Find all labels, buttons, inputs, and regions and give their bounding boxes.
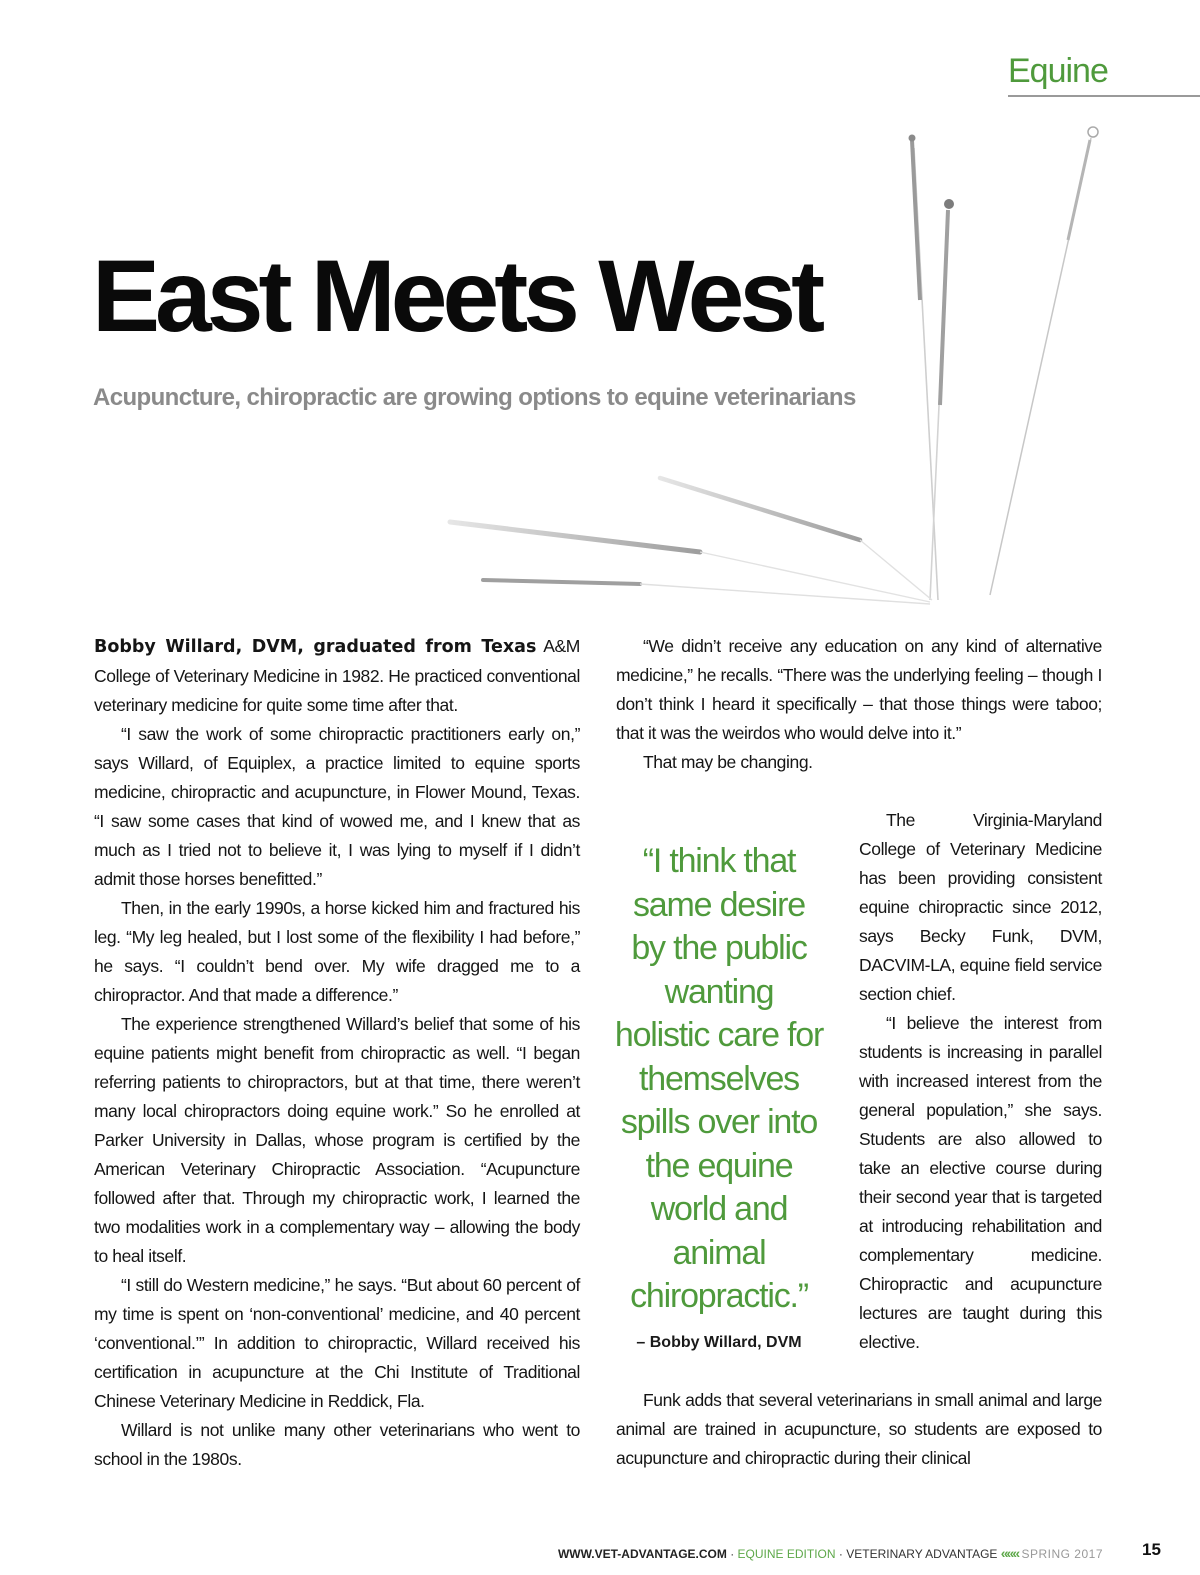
body-paragraph: “I saw the work of some chiropractic practitioners early on,” says Willard, of Equiplex, a practice limited to equine sports medicine, chiropractic and acupuncture, in Flower Mound, Texas. “I saw some cases that kind of wowed me, and I knew that as much as I tried not to believe it, I was lying to myself if I didn’t admit those horses benefitted.” xyxy=(94,724,580,889)
needle-2 xyxy=(930,199,954,600)
body-paragraph: Willard is not unlike many other veterinarians who went to school in the 1980s. xyxy=(94,1420,580,1469)
footer-separator: · xyxy=(730,1547,738,1561)
footer-url[interactable]: WWW.VET-ADVANTAGE.COM xyxy=(557,1547,727,1561)
lead-in: Bobby Willard, DVM, graduated from Texas xyxy=(94,637,537,657)
pull-quote: “I think that same desire by the public wanting holistic care for themselves spills over into the equine world and animal chiropractic.” xyxy=(614,842,824,1315)
needle-5 xyxy=(483,580,930,604)
footer-edition: EQUINE EDITION xyxy=(737,1547,836,1561)
right-column-bottom xyxy=(616,1386,1102,1473)
article-title: East Meets West xyxy=(92,239,821,353)
right-column-narrow xyxy=(859,806,1102,1357)
page-footer xyxy=(0,1545,1103,1561)
lead-paragraph xyxy=(94,632,580,720)
footer-issue: SPRING 2017 xyxy=(1021,1547,1103,1561)
right-column-top xyxy=(616,632,1102,777)
body-paragraph: Then, in the early 1990s, a horse kicked him and fractured his leg. “My leg healed, but I lost some of the flexibility I had before,” he says. “I couldn’t bend over. My wife dragged me to a chiropractor. And that made a difference.” xyxy=(94,898,580,1005)
body-paragraph: That may be changing. xyxy=(643,752,813,772)
body-paragraph: “I believe the interest from students is increasing in parallel with increased interest from the general population,” she says. Students are also allowed to take an elective course during their second year that is targeted at introducing rehabilitation and complementary medicine. Chiropractic and acupuncture lectures are taught during this elective. xyxy=(859,1013,1102,1352)
needle-6 xyxy=(660,478,932,600)
body-paragraph: The Virginia-Maryland College of Veterinary Medicine has been providing consistent equine chiropractic since 2012, says Becky Funk, DVM, DACVIM-LA, equine field service section chief. xyxy=(859,810,1102,1004)
body-paragraph: “We didn’t receive any education on any kind of alternative medicine,” he recalls. “There was the underlying feeling – though I don’t think I heard it specifically – that those things were taboo; that it was the weirdos who would delve into it.” xyxy=(616,636,1102,743)
section-label: Equine xyxy=(1008,52,1108,90)
footer-separator: · xyxy=(838,1547,847,1561)
needle-4 xyxy=(450,522,930,602)
article-subtitle: Acupuncture, chiropractic are growing options to equine veterinarians xyxy=(93,384,856,411)
body-paragraph: Funk adds that several veterinarians in small animal and large animal are trained in acupuncture, so students are exposed to acupuncture and chiropractic during their clinical xyxy=(616,1390,1102,1468)
lead-paragraph-text: A&M College of Veterinary Medicine in 1982. He practiced conventional veterinary medicine for quite some time after that. xyxy=(94,636,580,715)
body-paragraph: The experience strengthened Willard’s belief that some of his equine patients might benefit from chiropractic as well. “I began referring patients to chiropractors, but at that time, there weren’t many local chiropractors doing equine work.” So he enrolled at Parker University in Dallas, whose program is certified by the American Veterinary Chiropractic Association. “Acupuncture followed after that. Through my chiropractic work, I learned the two modalities work in a complementary way – allowing the body to heal itself. xyxy=(94,1014,580,1266)
chevrons-icon: ««« xyxy=(1000,1545,1019,1561)
body-paragraph: “I still do Western medicine,” he says. “But about 60 percent of my time is spent on ‘non-conventional’ medicine, and 40 percent ‘conventional.’” In addition to chiropractic, Willard received his certification in acupuncture at the Chi Institute of Traditional Chinese Veterinary Medicine in Reddick, Fla. xyxy=(94,1275,580,1411)
pull-quote-attribution: – Bobby Willard, DVM xyxy=(636,1334,802,1351)
footer-publication: VETERINARY ADVANTAGE xyxy=(846,1547,998,1561)
left-column xyxy=(94,632,580,1474)
page-number: 15 xyxy=(1142,1540,1161,1559)
needle-3 xyxy=(990,127,1098,595)
